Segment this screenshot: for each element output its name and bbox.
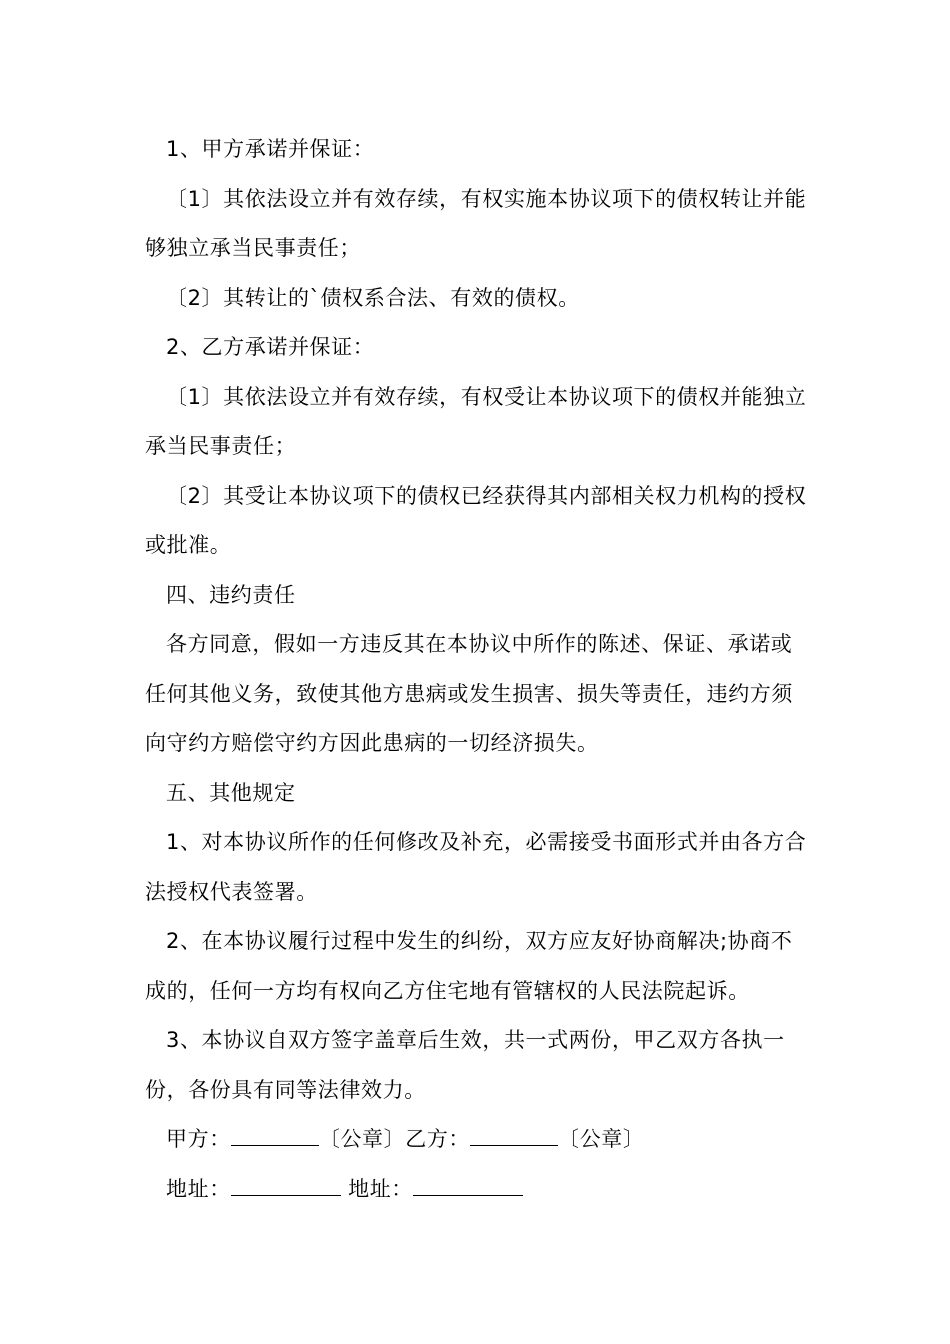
section-heading-breach-liability: 四、违约责任 — [166, 582, 296, 607]
paragraph-party-a-commitment-heading: 1、甲方承诺并保证： — [166, 137, 375, 161]
party-a-label: 甲方： — [166, 1127, 231, 1151]
paragraph-party-b-commitment-heading: 2、乙方承诺并保证： — [166, 335, 375, 359]
paragraph-party-a-item-1: 〔1〕其依法设立并有效存续，有权实施本协议项下的债权转让并能够独立承当民事责任； — [145, 186, 807, 260]
paragraph-other-item-1: 1、对本协议所作的任何修改及补充，必需接受书面形式并由各方合法授权代表签署。 — [145, 830, 807, 904]
signature-row-parties — [145, 1115, 810, 1165]
party-b-seal: 〔公章〕 — [558, 1127, 645, 1151]
paragraph-party-a-item-2: 〔2〕其转让的`债权系合法、有效的债权。 — [166, 285, 580, 310]
document-body — [145, 125, 810, 1214]
paragraph-breach-liability: 各方同意，假如一方违反其在本协议中所作的陈述、保证、承诺或任何其他义务，致使其他方患病或发生损害、损失等责任，违约方须向守约方赔偿守约方因此患病的一切经济损失。 — [145, 632, 793, 755]
address-a-label: 地址： — [166, 1176, 231, 1201]
paragraph-other-item-2: 2、在本协议履行过程中发生的纠纷，双方应友好协商解决;协商不成的，任何一方均有权向乙方住宅地有管辖权的人民法院起诉。 — [145, 929, 793, 1003]
paragraph-other-item-3: 3、本协议自双方签字盖章后生效，共一式两份，甲乙双方各执一份，各份具有同等法律效力。 — [145, 1028, 785, 1102]
party-b-signature-line[interactable] — [470, 1123, 558, 1146]
address-b-line[interactable] — [413, 1173, 523, 1196]
party-a-signature-line[interactable] — [231, 1123, 319, 1146]
address-b-label: 地址： — [348, 1176, 413, 1201]
paragraph-party-b-item-2: 〔2〕其受让本协议项下的债权已经获得其内部相关权力机构的授权或批准。 — [145, 483, 807, 557]
paragraph-party-b-item-1: 〔1〕其依法设立并有效存续，有权受让本协议项下的债权并能独立承当民事责任； — [145, 384, 807, 458]
party-b-label: 乙方： — [405, 1127, 471, 1151]
signature-row-addresses — [145, 1165, 810, 1215]
section-heading-other-provisions: 五、其他规定 — [166, 780, 296, 805]
party-a-seal: 〔公章〕 — [318, 1127, 406, 1151]
address-a-line[interactable] — [231, 1173, 341, 1196]
